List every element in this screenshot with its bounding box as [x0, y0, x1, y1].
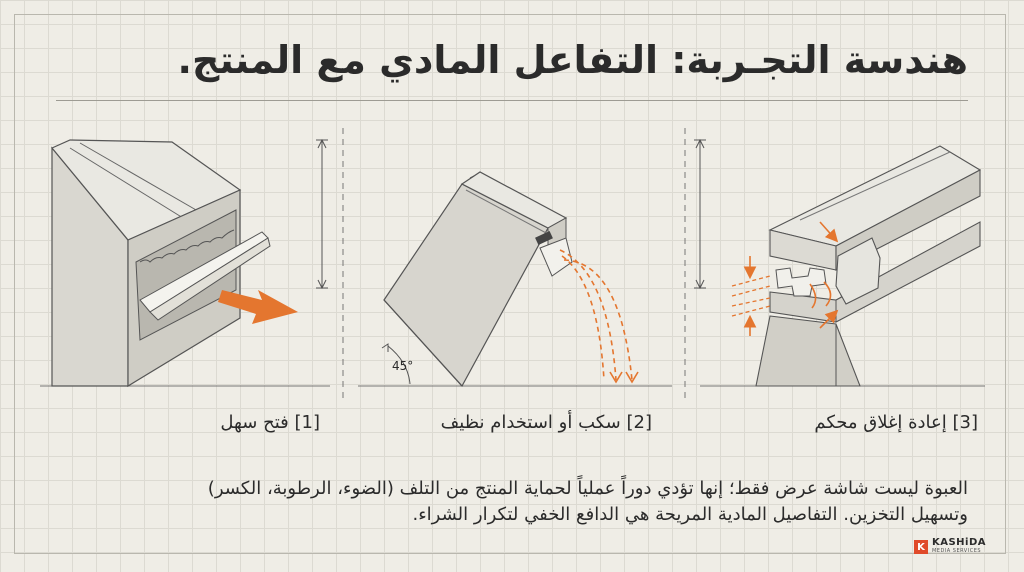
title-divider	[56, 100, 968, 101]
logo-sub-text: MEDIA SERVICES	[931, 548, 982, 554]
logo-main-text: KASHiDA	[931, 537, 986, 548]
pour-illustration	[382, 172, 638, 386]
body-line-2: وتسهيل التخزين. التفاصيل المادية المريحة هي الدافع الخفي لتكرار الشراء.	[412, 504, 968, 525]
body-paragraph	[48, 476, 968, 528]
panels-illustration	[0, 118, 1024, 398]
easy-open-illustration	[52, 140, 328, 386]
angle-label: 45°	[392, 359, 414, 373]
reseal-illustration	[694, 140, 980, 386]
panel-3-caption: [3] إعادة إغلاق محكم	[814, 412, 978, 433]
page-title: هندسة التجـربة: التفاعل المادي مع المنتج.	[177, 38, 968, 82]
logo-mark-icon: K	[914, 540, 928, 554]
brand-logo	[914, 538, 986, 556]
panel-1-caption: [1] فتح سهل	[220, 412, 320, 433]
body-line-1: العبوة ليست شاشة عرض فقط؛ إنها تؤدي دوراً عملياً لحماية المنتج من التلف (الضوء، الرطوبة، الكسر)	[207, 478, 968, 499]
panel-2-caption: [2] سكب أو استخدام نظيف	[440, 412, 652, 433]
